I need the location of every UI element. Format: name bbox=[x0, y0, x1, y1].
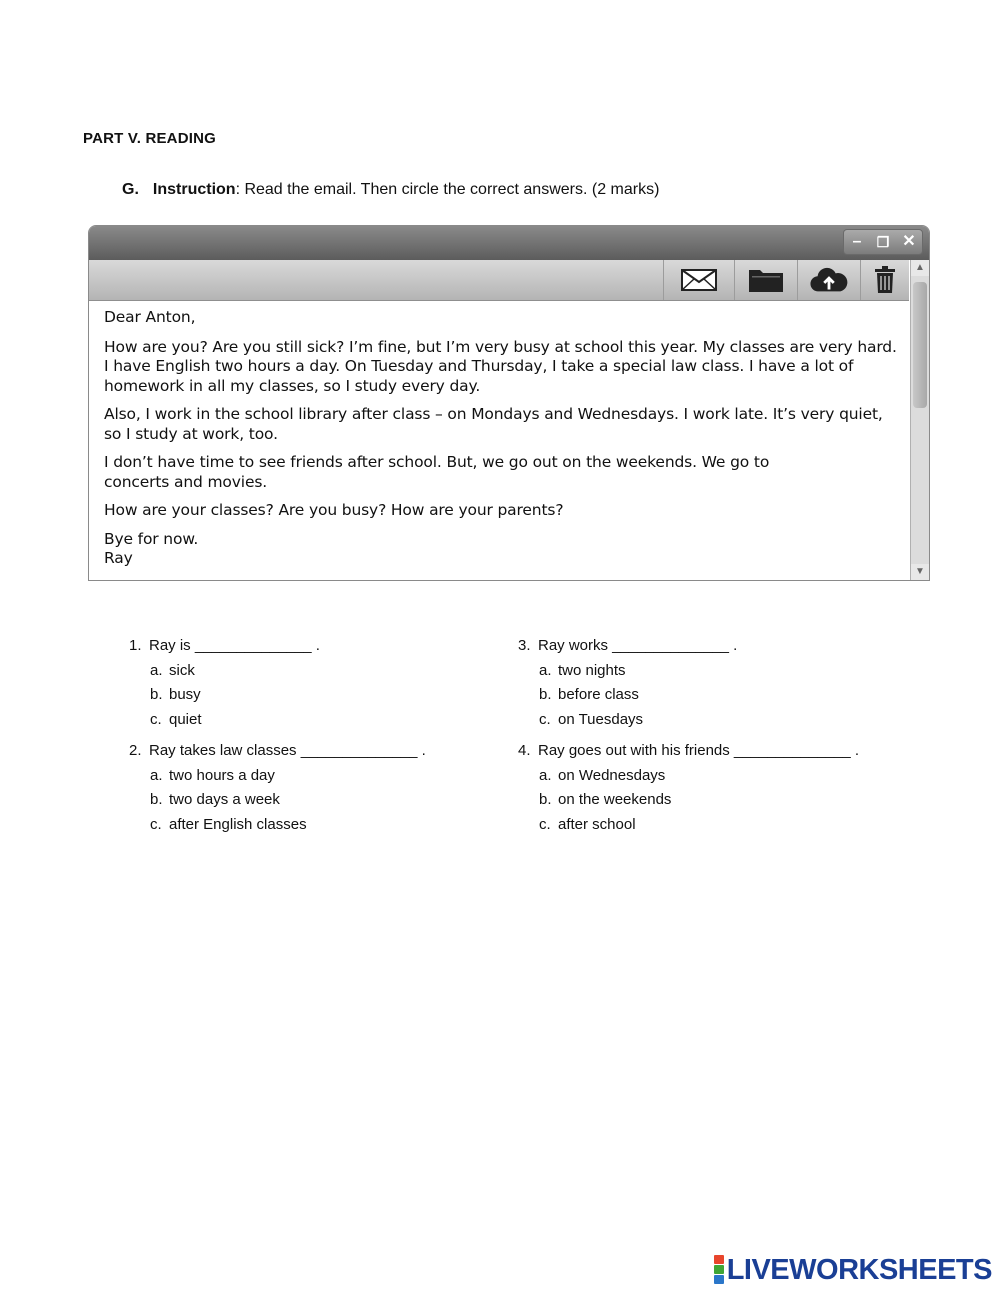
option-text: on Wednesdays bbox=[558, 766, 666, 784]
option[interactable] bbox=[129, 813, 426, 838]
close-icon[interactable]: ✕ bbox=[902, 233, 916, 250]
cloud-upload-icon[interactable] bbox=[797, 260, 860, 300]
option-letter: c. bbox=[539, 816, 551, 834]
option-text: sick bbox=[169, 661, 195, 679]
minimize-icon[interactable]: – bbox=[852, 233, 862, 250]
option[interactable] bbox=[129, 788, 426, 813]
instruction-letter: G. bbox=[122, 181, 139, 198]
option-letter: a. bbox=[150, 766, 163, 784]
email-body bbox=[104, 308, 897, 569]
option-text: after school bbox=[558, 816, 636, 834]
email-signature: Ray bbox=[104, 549, 133, 567]
instruction bbox=[122, 181, 659, 199]
question-stem: Ray is ______________ . bbox=[149, 637, 320, 654]
email-scrollbar[interactable] bbox=[910, 260, 929, 580]
option[interactable] bbox=[518, 764, 859, 789]
email-toolbar bbox=[89, 260, 909, 301]
question-number: 4. bbox=[518, 742, 531, 759]
option[interactable] bbox=[129, 764, 426, 789]
email-window bbox=[88, 225, 930, 581]
trash-icon[interactable] bbox=[860, 260, 909, 300]
scroll-down-icon[interactable]: ▼ bbox=[911, 564, 929, 580]
question-stem: Ray takes law classes ______________ . bbox=[149, 742, 426, 759]
question-number: 3. bbox=[518, 637, 531, 654]
brand-name: LIVEWORKSHEETS bbox=[726, 1253, 992, 1286]
question-number: 1. bbox=[129, 637, 142, 654]
option[interactable] bbox=[129, 708, 320, 733]
toolbar-buttons bbox=[663, 260, 909, 300]
instruction-marks: (2 marks) bbox=[591, 181, 660, 198]
scroll-up-icon[interactable]: ▲ bbox=[911, 260, 929, 276]
option[interactable] bbox=[518, 659, 737, 684]
question-3 bbox=[518, 634, 737, 733]
liveworksheets-logo[interactable] bbox=[714, 1253, 992, 1287]
scroll-thumb[interactable] bbox=[913, 282, 927, 408]
option-letter: c. bbox=[150, 816, 162, 834]
email-paragraph: How are your classes? Are you busy? How are your parents? bbox=[104, 501, 564, 519]
option-letter: c. bbox=[539, 711, 551, 729]
option-text: busy bbox=[169, 686, 201, 704]
question-stem: Ray works ______________ . bbox=[538, 637, 738, 654]
option-text: two hours a day bbox=[169, 766, 275, 784]
option-letter: a. bbox=[539, 661, 552, 679]
option-letter: b. bbox=[539, 686, 552, 704]
email-paragraph: I don’t have time to see friends after school. But, we go out on the weekends. We go to concerts and movies. bbox=[104, 453, 770, 491]
instruction-text: : Read the email. Then circle the correct answers. bbox=[235, 181, 588, 198]
option-text: two days a week bbox=[169, 791, 280, 809]
option-letter: b. bbox=[539, 791, 552, 809]
part-title: PART V. READING bbox=[83, 130, 217, 147]
email-paragraph: Also, I work in the school library after class – on Mondays and Wednesdays. I work late. It’s very quiet, so I study at work, too. bbox=[104, 405, 883, 443]
option[interactable] bbox=[129, 659, 320, 684]
question-stem: Ray goes out with his friends ______________ . bbox=[538, 742, 860, 759]
option-text: before class bbox=[558, 686, 639, 704]
option-text: after English classes bbox=[169, 816, 307, 834]
option-letter: a. bbox=[150, 661, 163, 679]
window-controls bbox=[843, 229, 923, 255]
option-text: on the weekends bbox=[558, 791, 672, 809]
option-text: on Tuesdays bbox=[558, 711, 644, 729]
option-letter: b. bbox=[150, 791, 163, 809]
question-1 bbox=[129, 634, 320, 733]
option[interactable] bbox=[518, 788, 859, 813]
restore-icon[interactable]: ❐ bbox=[876, 234, 890, 250]
email-title-bar bbox=[89, 226, 929, 260]
email-closing: Bye for now. bbox=[104, 529, 199, 548]
brand-logo-icon bbox=[714, 1255, 724, 1285]
option-letter: b. bbox=[150, 686, 163, 704]
folder-icon[interactable] bbox=[734, 260, 797, 300]
envelope-icon[interactable] bbox=[663, 260, 734, 300]
email-greeting: Dear Anton, bbox=[104, 308, 196, 326]
option[interactable] bbox=[518, 683, 737, 708]
question-4 bbox=[518, 739, 859, 838]
instruction-label: Instruction bbox=[152, 181, 236, 198]
option[interactable] bbox=[518, 708, 737, 733]
option-text: quiet bbox=[169, 711, 202, 729]
question-2 bbox=[129, 739, 426, 838]
option-text: two nights bbox=[558, 661, 626, 679]
option[interactable] bbox=[518, 813, 859, 838]
question-number: 2. bbox=[129, 742, 142, 759]
option-letter: a. bbox=[539, 766, 552, 784]
email-paragraph: How are you? Are you still sick? I’m fine, but I’m very busy at school this year. My classes are very hard. I have English two hours a day. On Tuesday and Thursday, I take a special law class. I have a lot of homework in all my classes, so I study every day. bbox=[104, 337, 897, 395]
option[interactable] bbox=[129, 683, 320, 708]
option-letter: c. bbox=[150, 711, 162, 729]
